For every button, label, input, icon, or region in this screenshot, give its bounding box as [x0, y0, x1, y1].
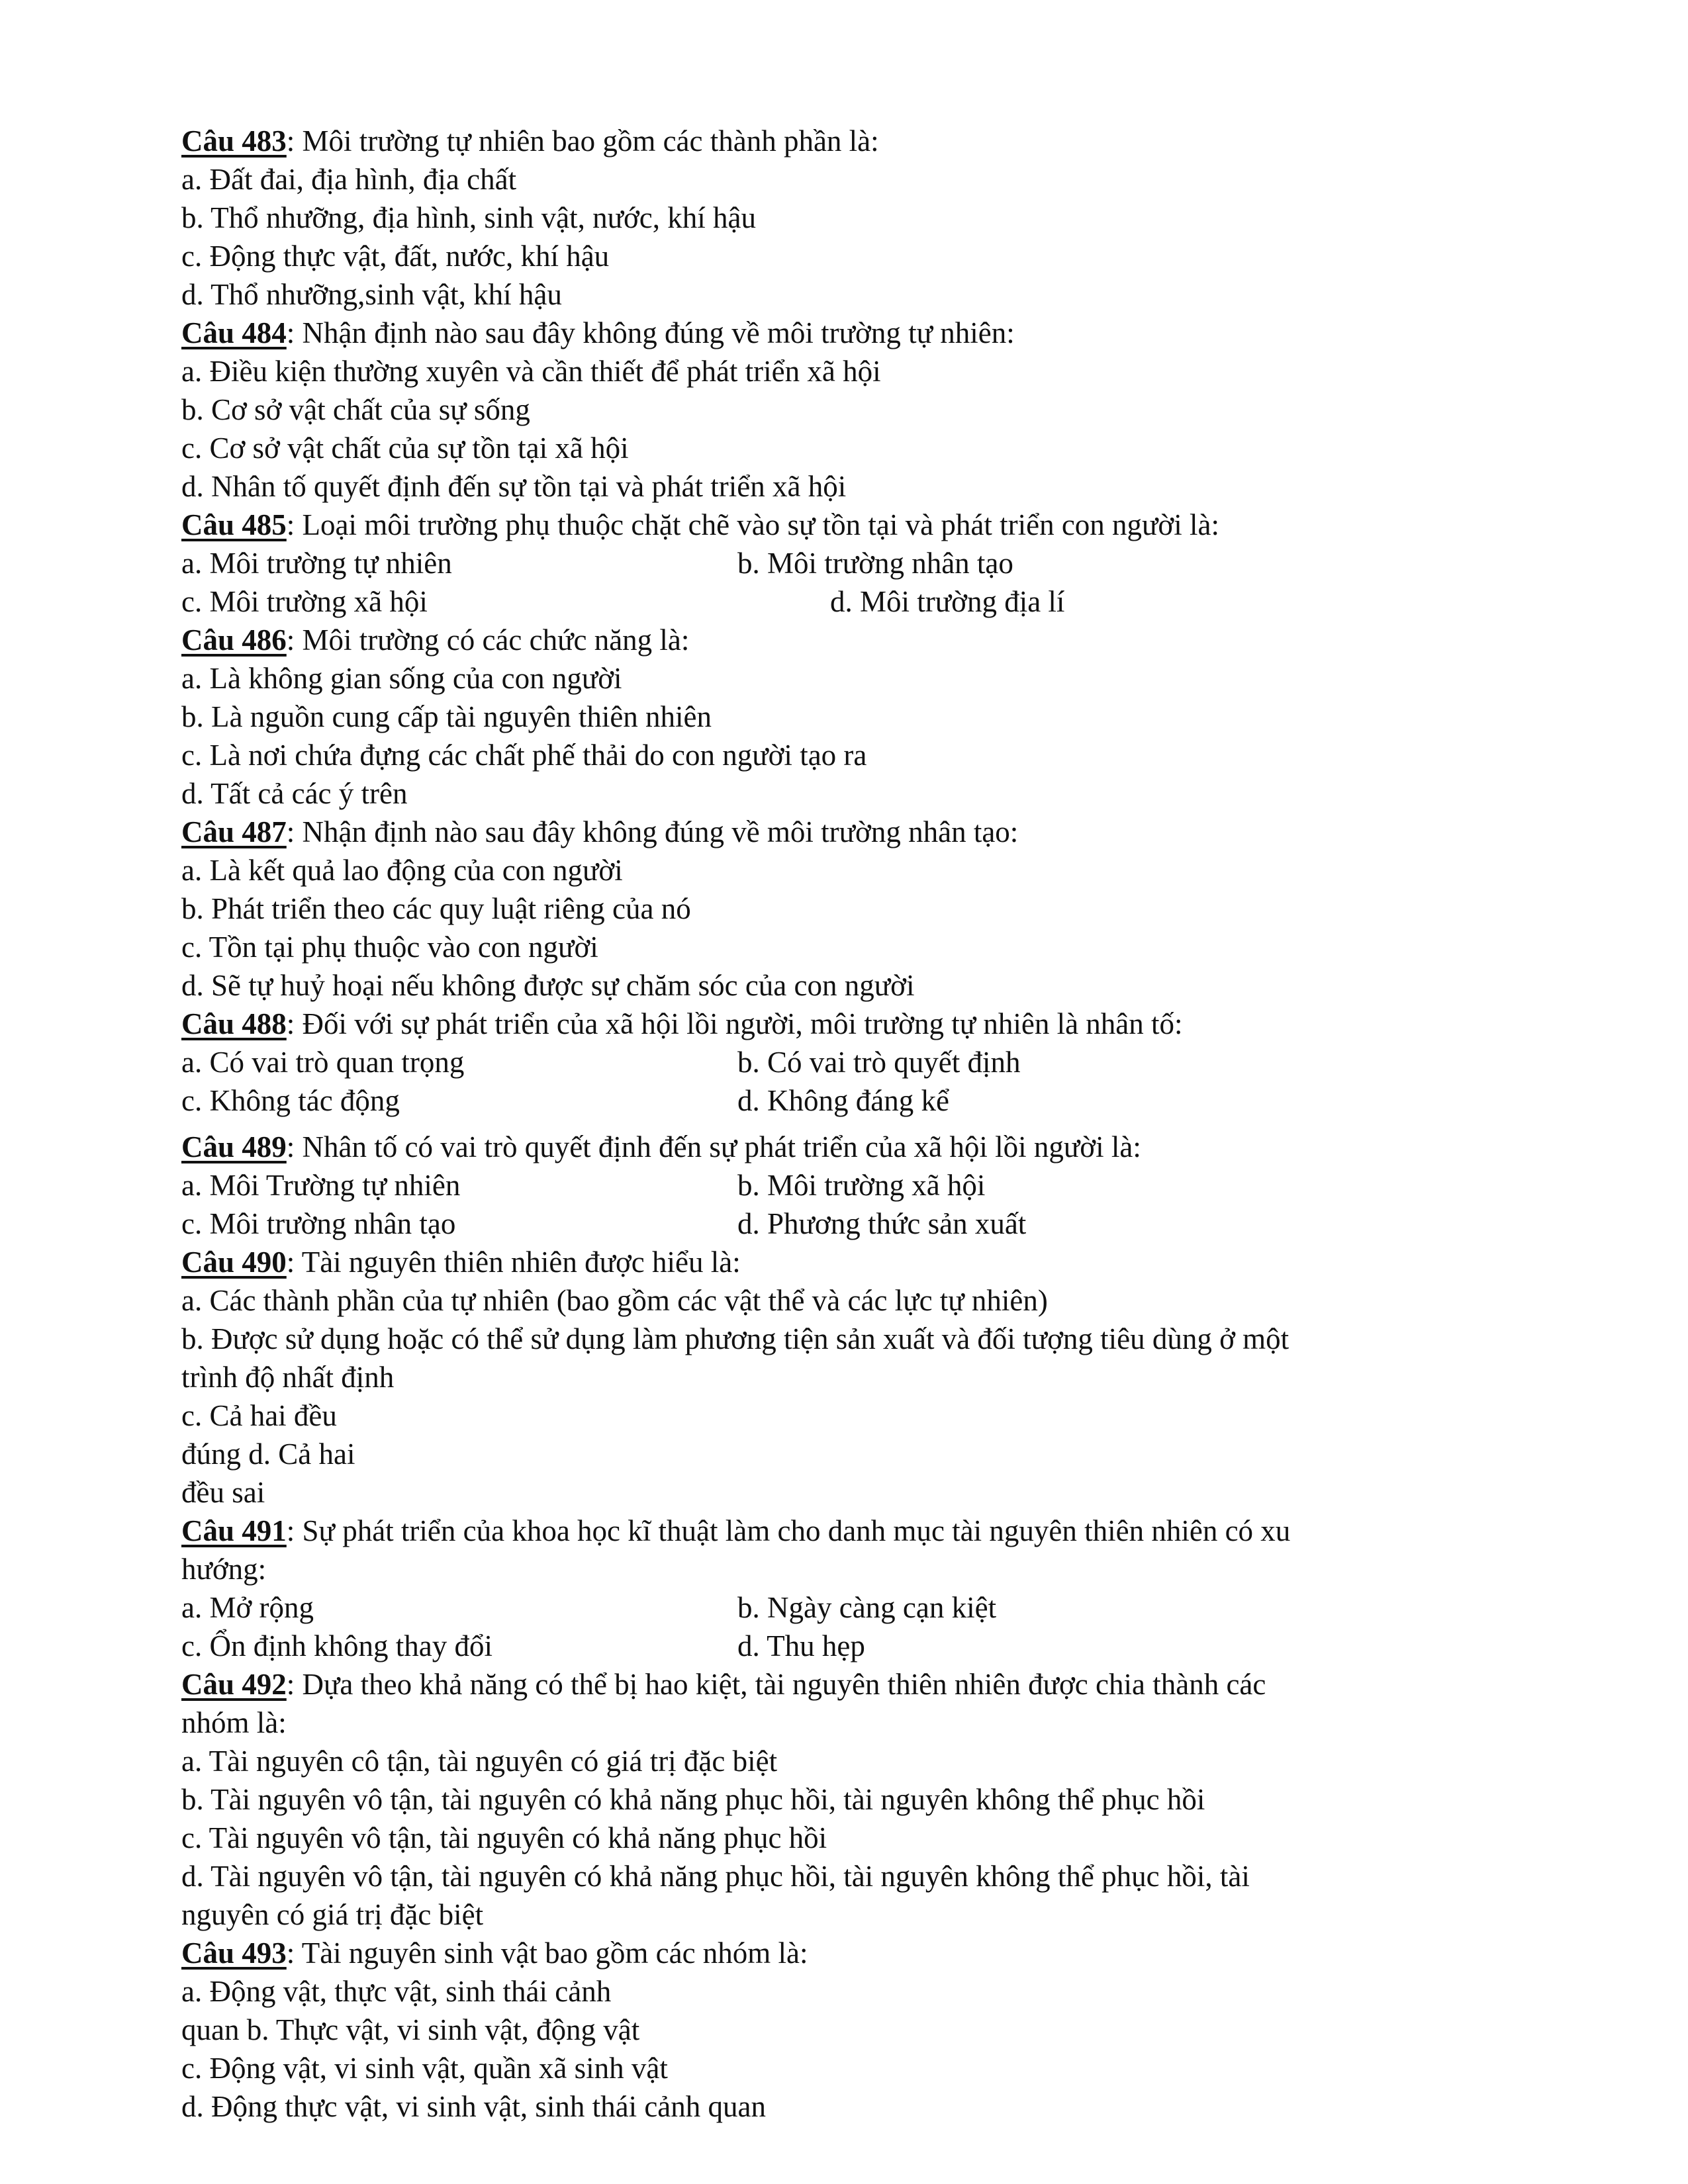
option-485-c: c. Môi trường xã hội — [181, 585, 428, 618]
option-493-d: d. Động thực vật, vi sinh vật, sinh thái cảnh quan — [181, 2090, 766, 2123]
option-491-a: a. Mở rộng — [181, 1591, 314, 1624]
option-row — [181, 1166, 1452, 1205]
option-493-c: c. Động vật, vi sinh vật, quần xã sinh vật — [181, 2052, 668, 2085]
question-487-stem — [181, 813, 1452, 851]
option-492-b: b. Tài nguyên vô tận, tài nguyên có khả năng phục hồi, tài nguyên không thể phục hồi — [181, 1783, 1205, 1816]
option-485-b: b. Môi trường nhân tạo — [737, 547, 1013, 580]
option-490-c: c. Cả hai đều — [181, 1399, 337, 1432]
option-493-a: a. Động vật, thực vật, sinh thái cảnh — [181, 1975, 612, 2008]
option-486-d: d. Tất cả các ý trên — [181, 777, 408, 810]
option-490-a: a. Các thành phần của tự nhiên (bao gồm các vật thể và các lực tự nhiên) — [181, 1284, 1048, 1317]
spacer — [181, 1120, 1452, 1128]
question-488-stem — [181, 1005, 1452, 1043]
question-493-stem — [181, 1934, 1452, 1972]
option-row — [181, 1627, 1452, 1665]
option-490-b-cont: trình độ nhất định — [181, 1361, 395, 1394]
option-row — [181, 544, 1452, 582]
question-number: Câu 484 — [181, 316, 287, 349]
question-text: : Môi trường tự nhiên bao gồm các thành phần là: — [286, 124, 879, 158]
option-485-d: d. Môi trường địa lí — [830, 585, 1065, 618]
question-number: Câu 488 — [181, 1007, 287, 1040]
question-number: Câu 487 — [181, 815, 287, 848]
question-484-stem — [181, 314, 1452, 352]
option-492-c: c. Tài nguyên vô tận, tài nguyên có khả năng phục hồi — [181, 1821, 827, 1854]
option-491-c: c. Ổn định không thay đổi — [181, 1629, 492, 1662]
question-text: : Loại môi trường phụ thuộc chặt chẽ vào sự tồn tại và phát triển con người là: — [286, 508, 1219, 541]
question-text: : Dựa theo khả năng có thể bị hao kiệt, tài nguyên thiên nhiên được chia thành các — [286, 1668, 1266, 1701]
option-493-b: quan b. Thực vật, vi sinh vật, động vật — [181, 2013, 640, 2046]
question-490-stem — [181, 1243, 1452, 1281]
question-text: : Đối với sự phát triển của xã hội lồi người, môi trường tự nhiên là nhân tố: — [286, 1007, 1183, 1040]
option-488-b: b. Có vai trò quyết định — [737, 1046, 1021, 1079]
option-492-d-cont: nguyên có giá trị đặc biệt — [181, 1898, 484, 1931]
option-483-b: b. Thổ nhưỡng, địa hình, sinh vật, nước, khí hậu — [181, 201, 756, 234]
option-491-d: d. Thu hẹp — [737, 1629, 865, 1662]
question-list — [181, 122, 1452, 2126]
option-486-a: a. Là không gian sống của con người — [181, 662, 622, 695]
question-492-stem — [181, 1665, 1452, 1704]
question-text: : Nhận định nào sau đây không đúng về môi trường tự nhiên: — [286, 316, 1015, 349]
question-number: Câu 489 — [181, 1130, 287, 1163]
option-487-d: d. Sẽ tự huỷ hoại nếu không được sự chăm sóc của con người — [181, 969, 915, 1002]
question-491-stem — [181, 1512, 1452, 1550]
option-487-a: a. Là kết quả lao động của con người — [181, 854, 623, 887]
option-490-d-cont: đều sai — [181, 1476, 265, 1509]
option-row — [181, 1081, 1452, 1120]
option-489-d: d. Phương thức sản xuất — [737, 1207, 1027, 1240]
question-number: Câu 492 — [181, 1668, 287, 1701]
option-483-d: d. Thổ nhưỡng,sinh vật, khí hậu — [181, 278, 562, 311]
option-488-d: d. Không đáng kể — [737, 1084, 949, 1117]
question-text: : Tài nguyên thiên nhiên được hiểu là: — [286, 1246, 741, 1279]
option-row — [181, 1205, 1452, 1243]
question-491-stem-cont: hướng: — [181, 1553, 267, 1586]
question-number: Câu 483 — [181, 124, 287, 158]
option-487-b: b. Phát triển theo các quy luật riêng của nó — [181, 892, 691, 925]
option-486-b: b. Là nguồn cung cấp tài nguyên thiên nhiên — [181, 700, 712, 733]
option-489-b: b. Môi trường xã hội — [737, 1169, 986, 1202]
question-485-stem — [181, 506, 1452, 544]
option-490-d: đúng d. Cả hai — [181, 1437, 355, 1471]
question-text: : Tài nguyên sinh vật bao gồm các nhóm là: — [286, 1936, 808, 1970]
option-486-c: c. Là nơi chứa đựng các chất phế thải do con người tạo ra — [181, 739, 867, 772]
question-489-stem — [181, 1128, 1452, 1166]
question-number: Câu 491 — [181, 1514, 287, 1547]
option-487-c: c. Tồn tại phụ thuộc vào con người — [181, 931, 598, 964]
option-490-b: b. Được sử dụng hoặc có thể sử dụng làm phương tiện sản xuất và đối tượng tiêu dùng ở một — [181, 1322, 1289, 1355]
option-489-a: a. Môi Trường tự nhiên — [181, 1169, 461, 1202]
question-text: : Nhận định nào sau đây không đúng về môi trường nhân tạo: — [286, 815, 1019, 848]
question-483-stem — [181, 122, 1452, 160]
question-number: Câu 485 — [181, 508, 287, 541]
option-488-a: a. Có vai trò quan trọng — [181, 1046, 465, 1079]
option-484-b: b. Cơ sở vật chất của sự sống — [181, 393, 530, 426]
option-492-a: a. Tài nguyên cô tận, tài nguyên có giá trị đặc biệt — [181, 1745, 778, 1778]
option-483-a: a. Đất đai, địa hình, địa chất — [181, 163, 517, 196]
question-number: Câu 490 — [181, 1246, 287, 1279]
question-492-stem-cont: nhóm là: — [181, 1706, 287, 1739]
option-row — [181, 1043, 1452, 1081]
question-486-stem — [181, 621, 1452, 659]
question-number: Câu 493 — [181, 1936, 287, 1970]
option-484-c: c. Cơ sở vật chất của sự tồn tại xã hội — [181, 432, 629, 465]
option-488-c: c. Không tác động — [181, 1084, 400, 1117]
question-text: : Môi trường có các chức năng là: — [286, 623, 690, 657]
option-489-c: c. Môi trường nhân tạo — [181, 1207, 456, 1240]
question-text: : Nhân tố có vai trò quyết định đến sự phát triển của xã hội lồi người là: — [286, 1130, 1141, 1163]
option-485-a: a. Môi trường tự nhiên — [181, 547, 452, 580]
option-491-b: b. Ngày càng cạn kiệt — [737, 1591, 997, 1624]
option-row — [181, 1588, 1452, 1627]
question-text: : Sự phát triển của khoa học kĩ thuật làm cho danh mục tài nguyên thiên nhiên có xu — [286, 1514, 1291, 1547]
question-number: Câu 486 — [181, 623, 287, 657]
option-483-c: c. Động thực vật, đất, nước, khí hậu — [181, 240, 610, 273]
option-row — [181, 582, 1452, 621]
option-484-d: d. Nhân tố quyết định đến sự tồn tại và phát triển xã hội — [181, 470, 847, 503]
option-484-a: a. Điều kiện thường xuyên và cần thiết để phát triển xã hội — [181, 355, 881, 388]
option-492-d: d. Tài nguyên vô tận, tài nguyên có khả năng phục hồi, tài nguyên không thể phục hồi, tài — [181, 1860, 1250, 1893]
